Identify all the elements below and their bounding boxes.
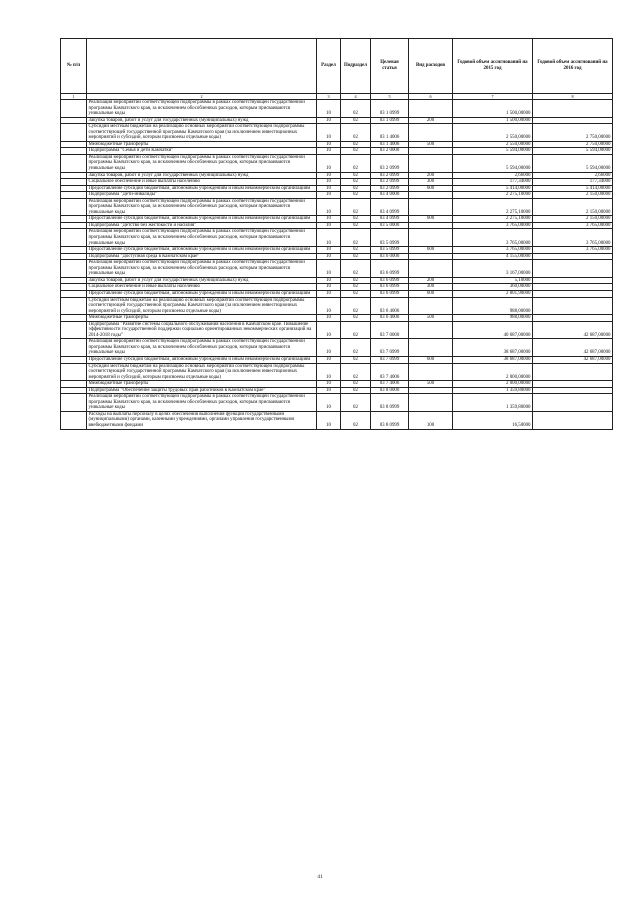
razdel-cell: 10	[317, 216, 341, 223]
podrazdel-cell: 02	[341, 198, 371, 216]
target-article-cell: 03 8 0000	[371, 387, 409, 394]
table-row	[61, 260, 613, 278]
amount-2016-cell: 5 594,00000	[533, 148, 613, 155]
amount-2016-cell: 2,66000	[533, 172, 613, 179]
name-cell: Межбюджетные трансферты	[87, 141, 317, 148]
expense-type-cell: 300	[409, 284, 453, 291]
target-article-cell: 03 8 0999	[371, 394, 409, 412]
razdel-cell: 10	[317, 321, 341, 339]
expense-type-cell: 600	[409, 216, 453, 223]
expense-type-cell	[409, 154, 453, 172]
amount-2015-cell: 2 275,10000	[453, 192, 533, 199]
target-article-cell: 03 6 4006	[371, 315, 409, 322]
amount-2015-cell: 2 550,00000	[453, 141, 533, 148]
num-cell	[61, 229, 87, 247]
expense-type-cell	[409, 100, 453, 118]
target-article-cell: 03 6 4006	[371, 297, 409, 315]
num-cell	[61, 321, 87, 339]
podrazdel-cell: 02	[341, 284, 371, 291]
podrazdel-cell: 02	[341, 117, 371, 124]
name-cell: Реализация мероприятий соответствующей подпрограммы в рамках соответствующей государственной программы Камчатского края, за исключением обособленных расходов, которым присваиваются уникальные коды	[87, 260, 317, 278]
num-cell	[61, 297, 87, 315]
target-article-cell: 03 2 0999	[371, 172, 409, 179]
col-header-expense-type: Вид расходов	[409, 39, 453, 94]
target-article-cell: 03 6 0999	[371, 260, 409, 278]
table-body	[61, 100, 613, 430]
razdel-cell: 10	[317, 260, 341, 278]
razdel-cell: 10	[317, 381, 341, 388]
podrazdel-cell: 02	[341, 192, 371, 199]
expense-type-cell: 300	[409, 179, 453, 186]
razdel-cell: 10	[317, 411, 341, 429]
name-cell: Подпрограмма "Дети-инвалиды"	[87, 192, 317, 199]
target-article-cell: 03 2 0000	[371, 148, 409, 155]
expense-type-cell: 100	[409, 411, 453, 429]
name-cell: Предоставление субсидий бюджетным, автономным учреждениям и иным некоммерческим организациям	[87, 216, 317, 223]
podrazdel-cell: 02	[341, 363, 371, 381]
target-article-cell: 03 1 4006	[371, 124, 409, 142]
amount-2016-cell: 2 750,00000	[533, 124, 613, 142]
table-row	[61, 100, 613, 118]
target-article-cell: 03 7 4006	[371, 381, 409, 388]
amount-2015-cell: 1 500,00000	[453, 117, 533, 124]
num-cell	[61, 411, 87, 429]
col-number: 8	[533, 94, 613, 100]
razdel-cell: 10	[317, 179, 341, 186]
name-cell: Межбюджетные трансферты	[87, 315, 317, 322]
amount-2016-cell: 42 687,00000	[533, 356, 613, 363]
expense-type-cell	[409, 260, 453, 278]
expense-type-cell	[409, 198, 453, 216]
razdel-cell: 10	[317, 277, 341, 284]
expense-type-cell: 600	[409, 247, 453, 254]
razdel-cell: 10	[317, 356, 341, 363]
expense-type-cell: 200	[409, 172, 453, 179]
table-row	[61, 363, 613, 381]
col-header-name	[87, 39, 317, 94]
name-cell: Предоставление субсидий бюджетным, автономным учреждениям и иным некоммерческим организациям	[87, 356, 317, 363]
razdel-cell: 10	[317, 339, 341, 357]
budget-table	[60, 38, 613, 430]
amount-2015-cell: 38 687,00000	[453, 356, 533, 363]
podrazdel-cell: 02	[341, 124, 371, 142]
podrazdel-cell: 02	[341, 179, 371, 186]
amount-2015-cell: 5,10000	[453, 277, 533, 284]
razdel-cell: 10	[317, 229, 341, 247]
name-cell: Социальное обеспечение и иные выплаты населению	[87, 284, 317, 291]
name-cell: Субсидии местным бюджетам на реализацию основных мероприятий соответствующей подпрограммы соответствующей государственной программы Камчатского края (за исключением инвестиционных мероприятий и субсидий, которым присвоены отдельные коды)	[87, 363, 317, 381]
podrazdel-cell: 02	[341, 290, 371, 297]
table-row	[61, 154, 613, 172]
razdel-cell: 10	[317, 284, 341, 291]
amount-2015-cell: 3 765,00000	[453, 229, 533, 247]
expense-type-cell	[409, 321, 453, 339]
table-row	[61, 411, 613, 429]
razdel-cell: 10	[317, 387, 341, 394]
amount-2015-cell: 3 167,00000	[453, 260, 533, 278]
expense-type-cell	[409, 229, 453, 247]
table-row	[61, 297, 613, 315]
razdel-cell: 10	[317, 198, 341, 216]
amount-2015-cell: 2 550,00000	[453, 124, 533, 142]
target-article-cell: 03 4 0999	[371, 216, 409, 223]
target-article-cell: 03 5 0999	[371, 247, 409, 254]
razdel-cell: 10	[317, 297, 341, 315]
name-cell: Предоставление субсидий бюджетным, автономным учреждениям и иным некоммерческим организациям	[87, 247, 317, 254]
expense-type-cell	[409, 394, 453, 412]
target-article-cell: 03 7 0000	[371, 321, 409, 339]
target-article-cell: 03 6 0999	[371, 284, 409, 291]
table-row	[61, 124, 613, 142]
podrazdel-cell: 02	[341, 339, 371, 357]
name-cell: Предоставление субсидий бюджетным, автономным учреждениям и иным некоммерческим организациям	[87, 185, 317, 192]
amount-2016-cell	[533, 297, 613, 315]
amount-2015-cell: 2 000,00000	[453, 381, 533, 388]
razdel-cell: 10	[317, 363, 341, 381]
podrazdel-cell: 02	[341, 222, 371, 229]
amount-2016-cell: 2 150,00000	[533, 216, 613, 223]
amount-2016-cell: 3 765,00000	[533, 229, 613, 247]
amount-2015-cell: 3 765,00000	[453, 247, 533, 254]
col-header-target-article: Целевая статья	[371, 39, 409, 94]
amount-2015-cell: 40 687,00000	[453, 321, 533, 339]
table-row	[61, 229, 613, 247]
amount-2015-cell: 1 359,80000	[453, 387, 533, 394]
podrazdel-cell: 02	[341, 154, 371, 172]
name-cell: Социальное обеспечение и иные выплаты населению	[87, 179, 317, 186]
expense-type-cell	[409, 339, 453, 357]
podrazdel-cell: 02	[341, 141, 371, 148]
table-row	[61, 394, 613, 412]
expense-type-cell	[409, 363, 453, 381]
amount-2015-cell: 2 275,10000	[453, 198, 533, 216]
target-article-cell: 03 5 0000	[371, 222, 409, 229]
podrazdel-cell: 02	[341, 229, 371, 247]
name-cell: Реализация мероприятий соответствующей подпрограммы в рамках соответствующей государственной программы Камчатского края, за исключением обособленных расходов, которым присваиваются уникальные коды	[87, 154, 317, 172]
razdel-cell: 10	[317, 394, 341, 412]
page-number: 41	[317, 874, 323, 880]
podrazdel-cell: 02	[341, 277, 371, 284]
name-cell: Реализация мероприятий соответствующей подпрограммы в рамках соответствующей государственной программы Камчатского края, за исключением обособленных расходов, которым присваиваются уникальные коды	[87, 198, 317, 216]
amount-2016-cell	[533, 411, 613, 429]
amount-2015-cell: 988,00000	[453, 315, 533, 322]
amount-2015-cell: 177,34000	[453, 179, 533, 186]
razdel-cell: 10	[317, 253, 341, 260]
amount-2016-cell	[533, 260, 613, 278]
name-cell: Субсидии местным бюджетам на реализацию основных мероприятий соответствующей подпрограммы соответствующей государственной программы Камчатского края (за исключением инвестиционных мероприятий и субсидий, которым присвоены отдельные коды)	[87, 124, 317, 142]
razdel-cell: 10	[317, 124, 341, 142]
target-article-cell: 03 6 0000	[371, 253, 409, 260]
podrazdel-cell: 02	[341, 172, 371, 179]
expense-type-cell: 500	[409, 141, 453, 148]
target-article-cell: 03 4 0999	[371, 198, 409, 216]
table-row	[61, 321, 613, 339]
target-article-cell: 03 5 0999	[371, 229, 409, 247]
expense-type-cell	[409, 124, 453, 142]
name-cell: Реализация мероприятий соответствующей подпрограммы в рамках соответствующей государственной программы Камчатского края, за исключением обособленных расходов, которым присваиваются уникальные коды	[87, 394, 317, 412]
expense-type-cell	[409, 297, 453, 315]
name-cell: Субсидии местным бюджетам на реализацию основных мероприятий соответствующей подпрограммы соответствующей государственной программы Камчатского края (за исключением инвестиционных мероприятий и субсидий, которым присвоены отдельные коды)	[87, 297, 317, 315]
name-cell: Подпрограмма "Обеспечение защиты трудовых прав работников в Камчатском крае"	[87, 387, 317, 394]
razdel-cell: 10	[317, 247, 341, 254]
name-cell: Расходы на выплаты персоналу в целях обеспечения выполнения функций государственными (муниципальными) органами, казенными учреждениями, органами управления государственными внебюджетными фондами	[87, 411, 317, 429]
amount-2016-cell	[533, 100, 613, 118]
num-cell	[61, 363, 87, 381]
col-number: 4	[341, 94, 371, 100]
razdel-cell: 10	[317, 172, 341, 179]
podrazdel-cell: 02	[341, 148, 371, 155]
expense-type-cell: 600	[409, 185, 453, 192]
amount-2016-cell	[533, 363, 613, 381]
name-cell: Закупка товаров, работ и услуг для государственных (муниципальных) нужд	[87, 172, 317, 179]
amount-2015-cell: 1 359,80000	[453, 394, 533, 412]
podrazdel-cell: 02	[341, 381, 371, 388]
razdel-cell: 10	[317, 290, 341, 297]
amount-2016-cell: 2 150,00000	[533, 192, 613, 199]
expense-type-cell: 500	[409, 381, 453, 388]
amount-2015-cell: 2,66000	[453, 172, 533, 179]
amount-2015-cell: 360,00000	[453, 284, 533, 291]
podrazdel-cell: 02	[341, 315, 371, 322]
col-number: 6	[409, 94, 453, 100]
amount-2015-cell: 5 414,00000	[453, 185, 533, 192]
name-cell: Закупка товаров, работ и услуг для государственных (муниципальных) нужд	[87, 117, 317, 124]
podrazdel-cell: 02	[341, 387, 371, 394]
num-cell	[61, 154, 87, 172]
podrazdel-cell: 02	[341, 297, 371, 315]
col-header-2015: Годовой объем ассигнований на 2015 год	[453, 39, 533, 94]
num-cell	[61, 100, 87, 118]
amount-2015-cell: 3 765,00000	[453, 222, 533, 229]
expense-type-cell: 600	[409, 356, 453, 363]
target-article-cell: 03 8 0999	[371, 411, 409, 429]
podrazdel-cell: 02	[341, 216, 371, 223]
col-number: 7	[453, 94, 533, 100]
amount-2016-cell: 3 765,00000	[533, 222, 613, 229]
num-cell	[61, 260, 87, 278]
expense-type-cell: 200	[409, 277, 453, 284]
target-article-cell: 03 7 0999	[371, 339, 409, 357]
budget-sheet	[60, 38, 612, 430]
amount-2015-cell: 988,00000	[453, 297, 533, 315]
podrazdel-cell: 02	[341, 411, 371, 429]
target-article-cell: 03 4 0000	[371, 192, 409, 199]
col-number: 1	[61, 94, 87, 100]
target-article-cell: 03 1 4006	[371, 141, 409, 148]
razdel-cell: 10	[317, 148, 341, 155]
razdel-cell: 10	[317, 222, 341, 229]
podrazdel-cell: 02	[341, 321, 371, 339]
amount-2015-cell: 2 801,90000	[453, 290, 533, 297]
amount-2016-cell: 5 414,00000	[533, 185, 613, 192]
table-row	[61, 198, 613, 216]
target-article-cell: 03 2 0999	[371, 179, 409, 186]
num-cell	[61, 339, 87, 357]
razdel-cell: 10	[317, 117, 341, 124]
target-article-cell: 03 6 0999	[371, 290, 409, 297]
name-cell: Реализация мероприятий соответствующей подпрограммы в рамках соответствующей государственной программы Камчатского края, за исключением обособленных расходов, которым присваиваются уникальные коды	[87, 339, 317, 357]
target-article-cell: 03 2 0999	[371, 154, 409, 172]
amount-2015-cell: 16,50000	[453, 411, 533, 429]
podrazdel-cell: 02	[341, 260, 371, 278]
amount-2015-cell: 38 687,00000	[453, 339, 533, 357]
col-number: 5	[371, 94, 409, 100]
col-header-num: № п/п	[61, 39, 87, 94]
expense-type-cell: 200	[409, 117, 453, 124]
amount-2016-cell: 5 594,00000	[533, 154, 613, 172]
amount-2016-cell: 177,34000	[533, 179, 613, 186]
razdel-cell: 10	[317, 185, 341, 192]
podrazdel-cell: 02	[341, 253, 371, 260]
expense-type-cell: 600	[409, 290, 453, 297]
name-cell: Закупка товаров, работ и услуг для государственных (муниципальных) нужд	[87, 277, 317, 284]
col-number: 3	[317, 94, 341, 100]
name-cell: Предоставление субсидий бюджетным, автономным учреждениям и иным некоммерческим организациям	[87, 290, 317, 297]
amount-2015-cell: 4 155,00000	[453, 253, 533, 260]
name-cell: Подпрограмма "Семья и дети Камчатки"	[87, 148, 317, 155]
target-article-cell: 03 1 0999	[371, 117, 409, 124]
podrazdel-cell: 02	[341, 356, 371, 363]
table-row	[61, 339, 613, 357]
col-number: 2	[87, 94, 317, 100]
name-cell: Реализация мероприятий соответствующей подпрограммы в рамках соответствующей государственной программы Камчатского края, за исключением обособленных расходов, которым присваиваются уникальные коды	[87, 100, 317, 118]
col-header-razdel: Раздел	[317, 39, 341, 94]
target-article-cell: 03 1 0999	[371, 100, 409, 118]
amount-2016-cell: 3 765,00000	[533, 247, 613, 254]
name-cell: Реализация мероприятий соответствующей подпрограммы в рамках соответствующей государственной программы Камчатского края, за исключением обособленных расходов, которым присваиваются уникальные коды	[87, 229, 317, 247]
expense-type-cell: 500	[409, 315, 453, 322]
num-cell	[61, 124, 87, 142]
amount-2016-cell: 2 750,00000	[533, 141, 613, 148]
num-cell	[61, 394, 87, 412]
amount-2016-cell	[533, 394, 613, 412]
amount-2015-cell: 2 000,00000	[453, 363, 533, 381]
amount-2015-cell: 2 275,10000	[453, 216, 533, 223]
name-cell: Межбюджетные трансферты	[87, 381, 317, 388]
amount-2015-cell: 5 594,00000	[453, 148, 533, 155]
razdel-cell: 10	[317, 315, 341, 322]
target-article-cell: 03 7 0999	[371, 356, 409, 363]
col-header-podrazdel: Подраздел	[341, 39, 371, 94]
amount-2016-cell: 2 150,00000	[533, 198, 613, 216]
razdel-cell: 10	[317, 192, 341, 199]
col-header-2016: Годовой объем ассигнований на 2016 год	[533, 39, 613, 94]
target-article-cell: 03 7 4006	[371, 363, 409, 381]
amount-2015-cell: 5 594,00000	[453, 154, 533, 172]
header-row	[61, 39, 613, 94]
podrazdel-cell: 02	[341, 247, 371, 254]
razdel-cell: 10	[317, 141, 341, 148]
podrazdel-cell: 02	[341, 185, 371, 192]
podrazdel-cell: 02	[341, 100, 371, 118]
podrazdel-cell: 02	[341, 394, 371, 412]
name-cell: Подпрограмма "Развитие системы социального обслуживания населения в Камчатском крае. Повышение эффективности государственной поддержки социально ориентированных некоммерческих организаций на 2014-2018 годы"	[87, 321, 317, 339]
amount-2016-cell: 42 687,00000	[533, 321, 613, 339]
name-cell: Подпрограмма "Доступная среда в Камчатском крае"	[87, 253, 317, 260]
target-article-cell: 03 6 0999	[371, 277, 409, 284]
razdel-cell: 10	[317, 100, 341, 118]
amount-2015-cell: 1 500,00000	[453, 100, 533, 118]
amount-2016-cell: 42 687,00000	[533, 339, 613, 357]
razdel-cell: 10	[317, 154, 341, 172]
name-cell: Подпрограмма "Детство без жестокости и насилия"	[87, 222, 317, 229]
num-cell	[61, 198, 87, 216]
target-article-cell: 03 2 0999	[371, 185, 409, 192]
